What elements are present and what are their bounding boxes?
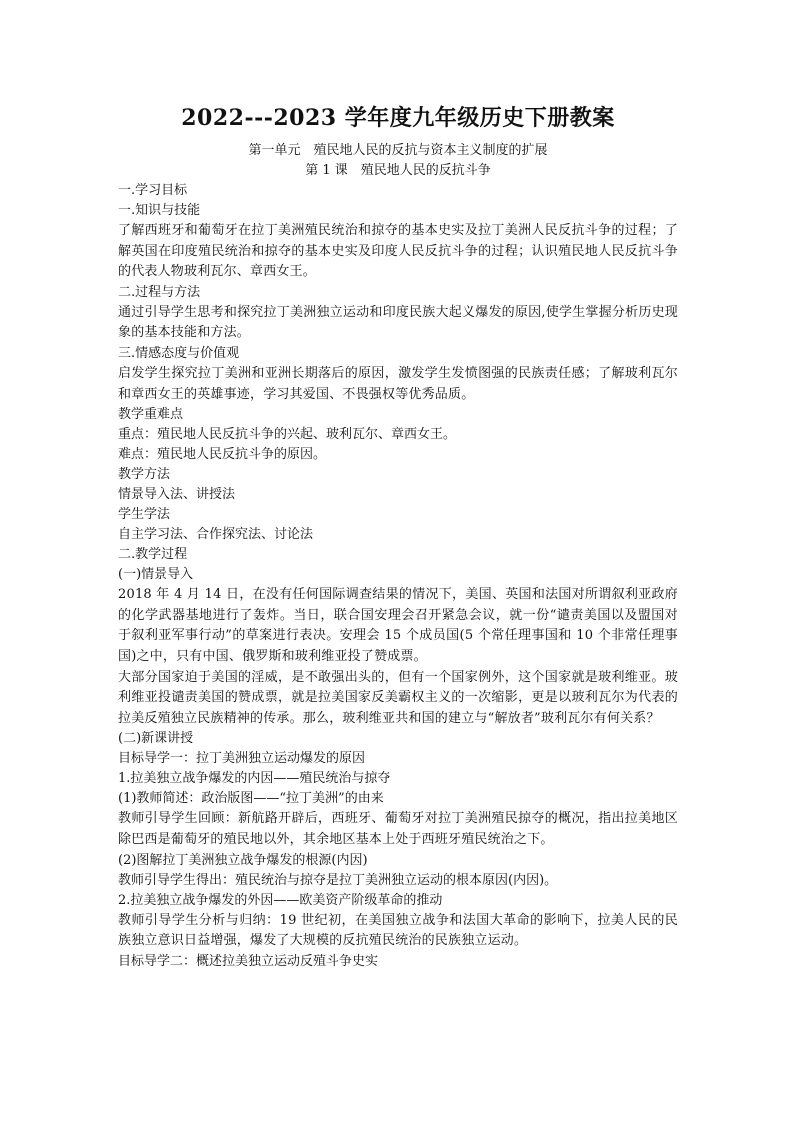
section-heading-learning-goals: 一.学习目标 [118, 183, 188, 198]
heading-learning-method: 学生学法 [118, 507, 171, 523]
text-teacher-conclusion: 教师引导学生得出：殖民统治与掠夺是拉丁美洲独立运动的根本原因(内因)。 [118, 872, 558, 888]
text-teaching-method: 情景导入法、讲授法 [118, 487, 236, 503]
paragraph-knowledge-skills: 了解西班牙和葡萄牙在拉丁美洲殖民统治和掠夺的基本史实及拉丁美洲人民反抗斗争的过程；了解英国在印度殖民统治和掠夺的基本史实及印度人民反抗斗争的过程；认识殖民地人民反抗斗争的代表人物玻利瓦尔、章西女王。 [118, 223, 678, 280]
text-learning-method: 自主学习法、合作探究法、讨论法 [118, 527, 314, 543]
text-difficulty: 难点：殖民地人民反抗斗争的原因。 [118, 447, 327, 463]
subheading-scenario-intro: (一)情景导入 [118, 567, 194, 583]
heading-key-difficulties: 教学重难点 [118, 407, 184, 423]
lesson-title: 第 1 课 殖民地人民的反抗斗争 [305, 163, 491, 178]
unit-title: 第一单元 殖民地人民的反抗与资本主义制度的扩展 [248, 143, 548, 158]
text-internal-cause: 1.拉美独立战争爆发的内因——殖民统治与掠夺 [118, 771, 391, 787]
paragraph-values: 启发学生探究拉丁美洲和亚洲长期落后的原因，激发学生发愤图强的民族责任感；了解玻利瓦尔和章西女王的英雄事迹，学习其爱国、不畏强权等优秀品质。 [118, 365, 678, 402]
paragraph-scenario-2: 大部分国家迫于美国的淫威，是不敢强出头的，但有一个国家例外，这个国家就是玻利维亚。玻利维亚投谴责美国的赞成票，就是拉美国家反美霸权主义的一次缩影，更是以玻利瓦尔为代表的拉美反殖独立民族精神的传承。那么，玻利维亚共和国的建立与“解放者”玻利瓦尔有何关系？ [118, 669, 678, 726]
text-diagram-root-cause: (2)图解拉丁美洲独立战争爆发的根源(内因) [118, 852, 368, 868]
paragraph-teacher-review: 教师引导学生回顾：新航路开辟后，西班牙、葡萄牙对拉丁美洲殖民掠夺的概况，指出拉美地区除巴西是葡萄牙的殖民地以外，其余地区基本上处于西班牙殖民统治之下。 [118, 811, 678, 847]
paragraph-process-method: 通过引导学生思考和探究拉丁美洲独立运动和印度民族大起义爆发的原因,使学生掌握分析历史现象的基本技能和方法。 [118, 304, 678, 341]
subheading-new-lesson: (二)新课讲授 [118, 731, 194, 747]
text-teacher-brief: (1)教师简述：政治版图——“拉丁美洲”的由来 [118, 791, 384, 807]
paragraph-teacher-analysis: 教师引导学生分析与归纳：19 世纪初，在美国独立战争和法国大革命的影响下，拉美人民的民族独立意识日益增强，爆发了大规模的反抗殖民统治的民族独立运动。 [118, 912, 678, 949]
text-key-point: 重点：殖民地人民反抗斗争的兴起、玻利瓦尔、章西女王。 [118, 427, 457, 443]
text-external-cause: 2.拉美独立战争爆发的外因——欧美资产阶级革命的推动 [118, 892, 443, 908]
heading-teaching-method: 教学方法 [118, 467, 171, 483]
document-body [118, 103, 678, 972]
paragraph-scenario-1: 2018 年 4 月 14 日，在没有任何国际调查结果的情况下，美国、英国和法国对所谓叙利亚政府的化学武器基地进行了轰炸。当日，联合国安理会召开紧急会议，就一份“谴责美国以及盟国对于叙利亚军事行动”的草案进行表决。安理会 15 个成员国(5 个常任理事国和 10 个非常任理事国)之中，只有中国、俄罗斯和玻利维亚投了赞成票。 [118, 587, 678, 664]
heading-teaching-process: 二.教学过程 [118, 547, 188, 563]
subheading-knowledge-skills: 一.知识与技能 [118, 203, 201, 218]
subheading-process-method: 二.过程与方法 [118, 284, 201, 300]
text-goal-guide-2: 目标导学二：概述拉美独立运动反殖斗争史实 [118, 953, 379, 969]
text-goal-guide-1: 目标导学一：拉丁美洲独立运动爆发的原因 [118, 751, 366, 767]
subheading-values: 三.情感态度与价值观 [118, 345, 240, 361]
document-title: 2022---2023 学年度九年级历史下册教案 [181, 105, 615, 131]
